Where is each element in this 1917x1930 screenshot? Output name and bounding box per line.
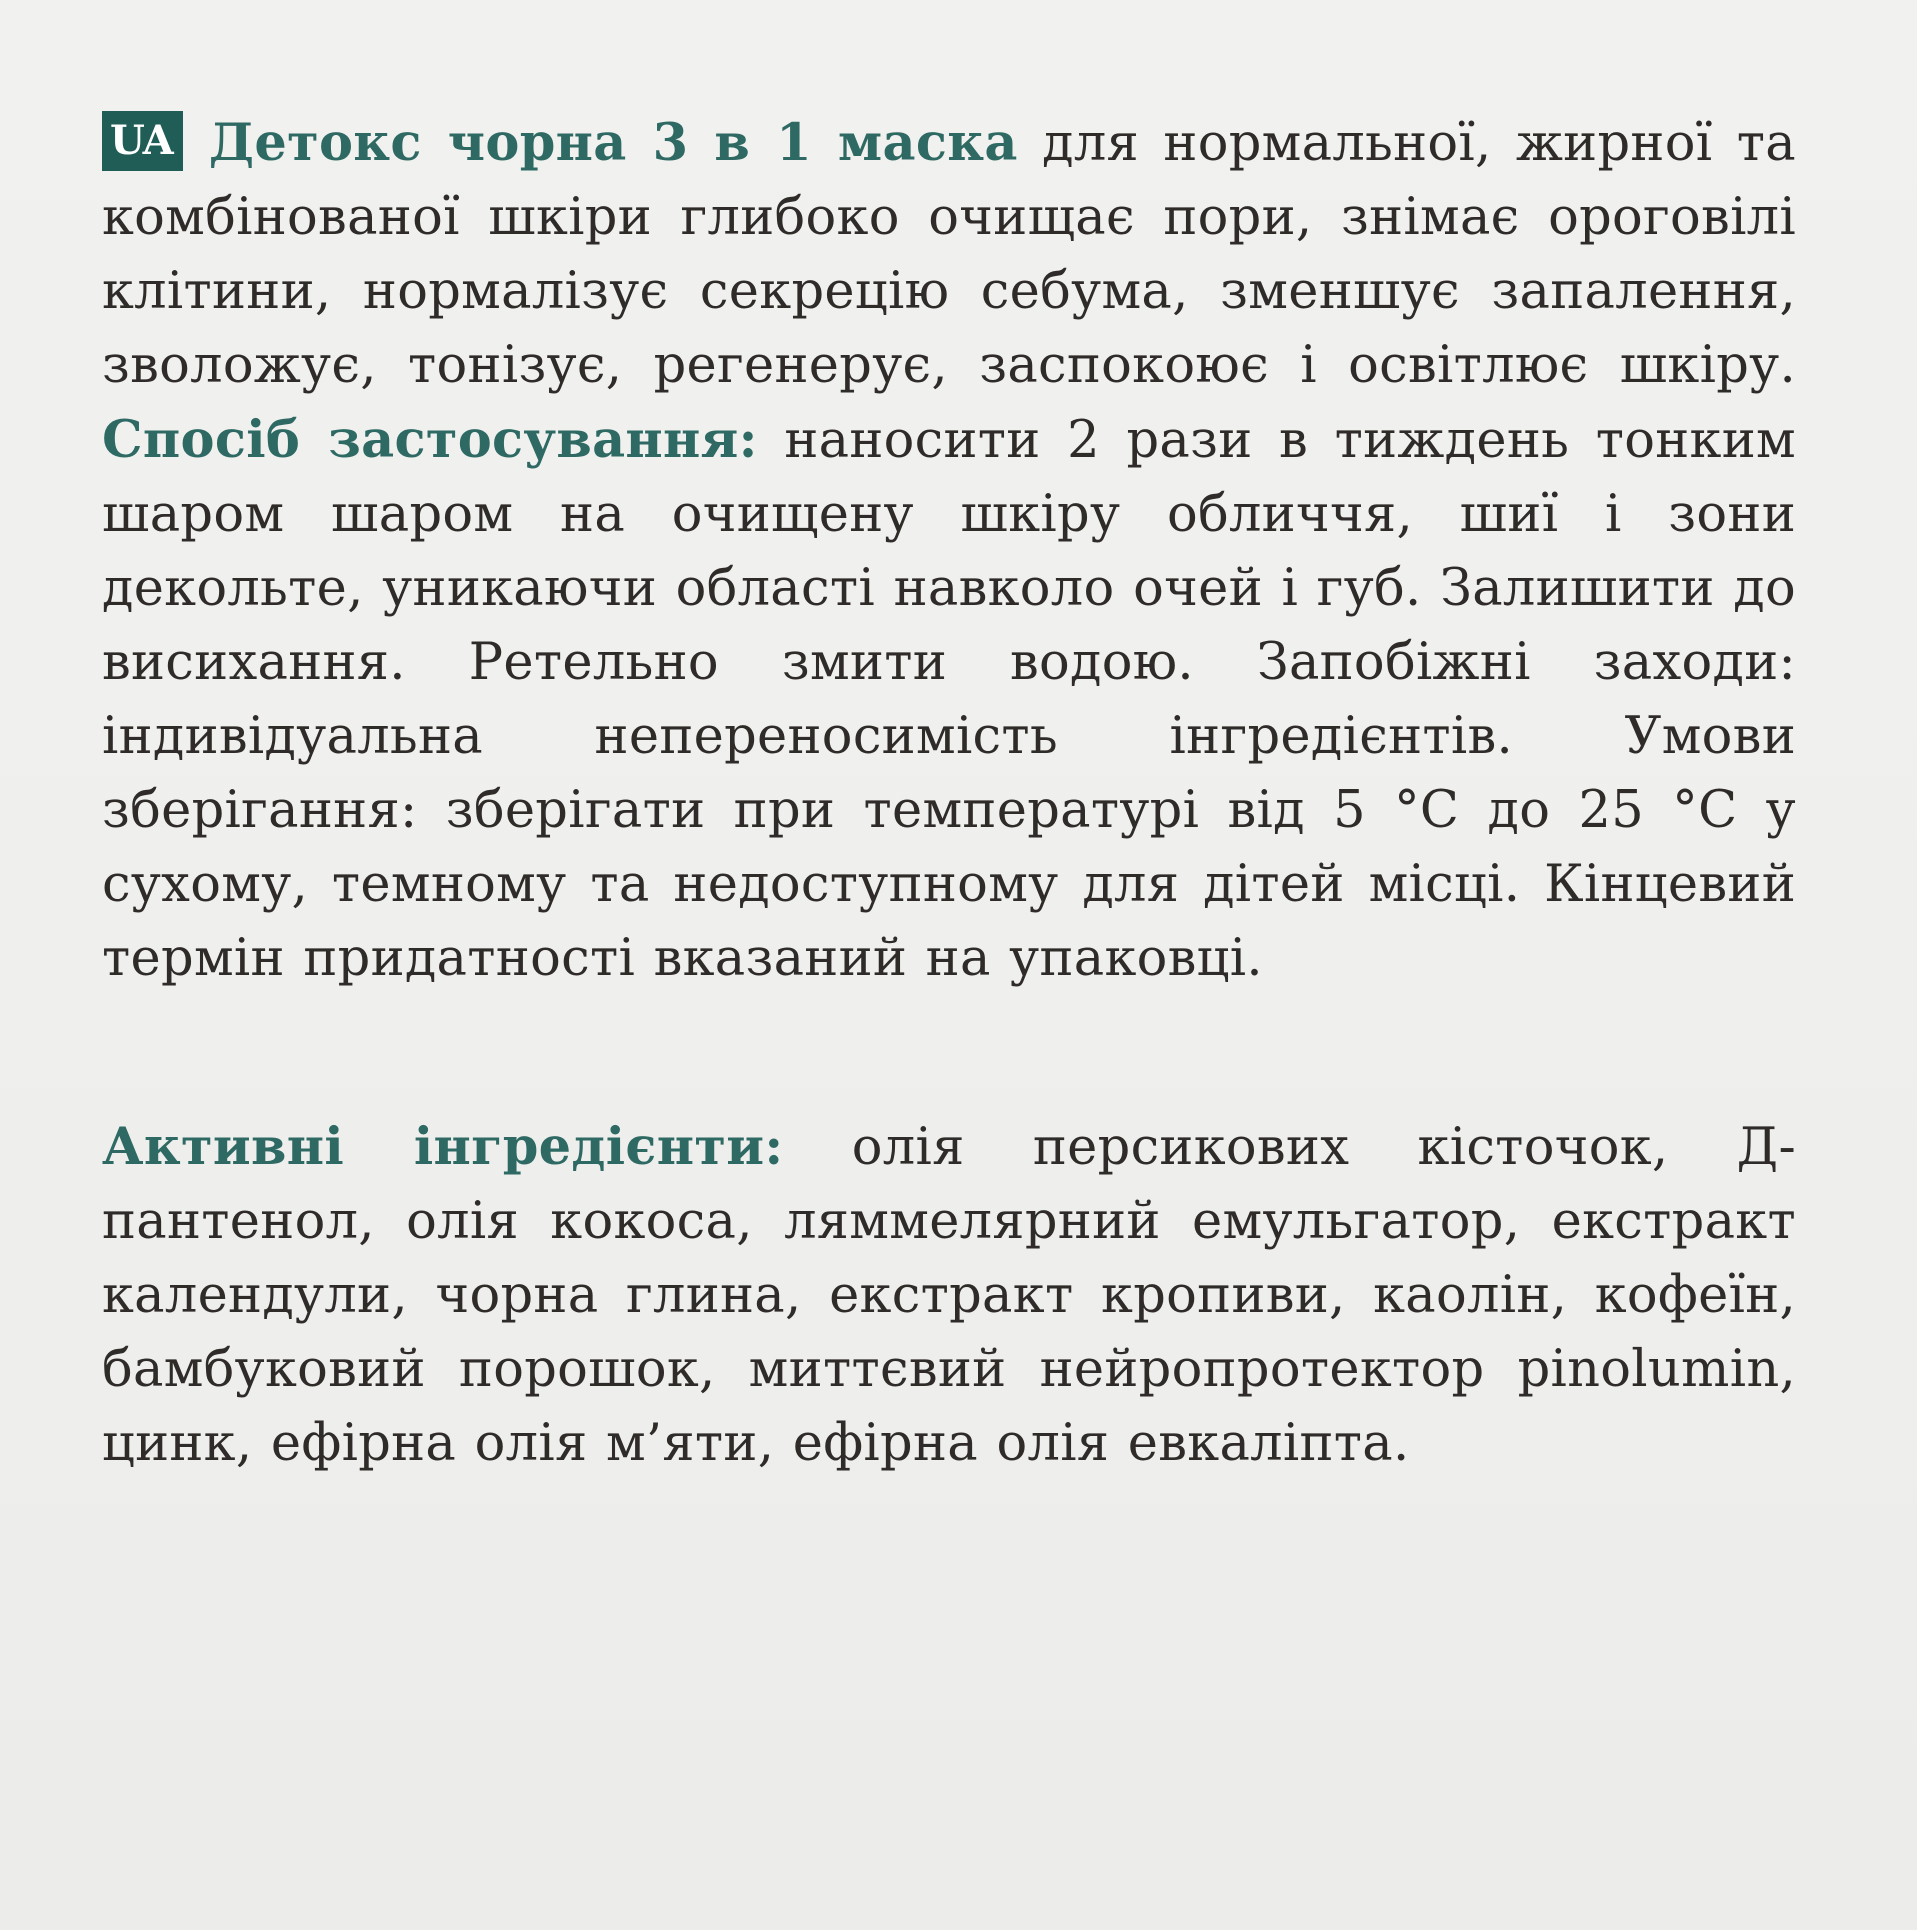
product-name: Детокс чорна 3 в 1 маска: [208, 113, 1018, 173]
language-badge: UA: [102, 111, 183, 171]
product-description: для нормальної, жирної та комбінованої шкіри глибоко очищає пори, знімає ороговілі клітини, нормалізує секрецію себума, зменшує запалення, зволожує, тонізує, регенерує, заспокоює і освітлює шкіру.: [102, 114, 1796, 395]
ingredients-text: олія персикових кісточок, Д-пантенол, олія кокоса, ляммелярний емульгатор, екстракт календули, чорна глина, екстракт кропиви, каолін, кофеїн, бамбуковий порошок, миттєвий нейропротектор pinolumin, цинк, ефірна олія м’яти, ефірна олія евкаліпта.: [102, 1118, 1796, 1473]
usage-heading: Спосіб застосування:: [102, 410, 758, 470]
ingredients-paragraph: [102, 1110, 1796, 1481]
ingredients-heading: Активні інгредієнти:: [102, 1117, 784, 1177]
description-paragraph: [102, 106, 1796, 996]
usage-text: наносити 2 рази в тиждень тонким шаром шаром на очищену шкіру обличчя, шиї і зони декольте, уникаючи області навколо очей і губ. Залишити до висихання. Ретельно змити водою. Запобіжні заходи: індивідуальна непереносимість інгредієнтів. Умови зберігання: зберігати при температурі від 5 °С до 25 °С у сухому, темному та недоступному для дітей місці. Кінцевий термін придатності вказаний на упаковці.: [102, 411, 1796, 988]
